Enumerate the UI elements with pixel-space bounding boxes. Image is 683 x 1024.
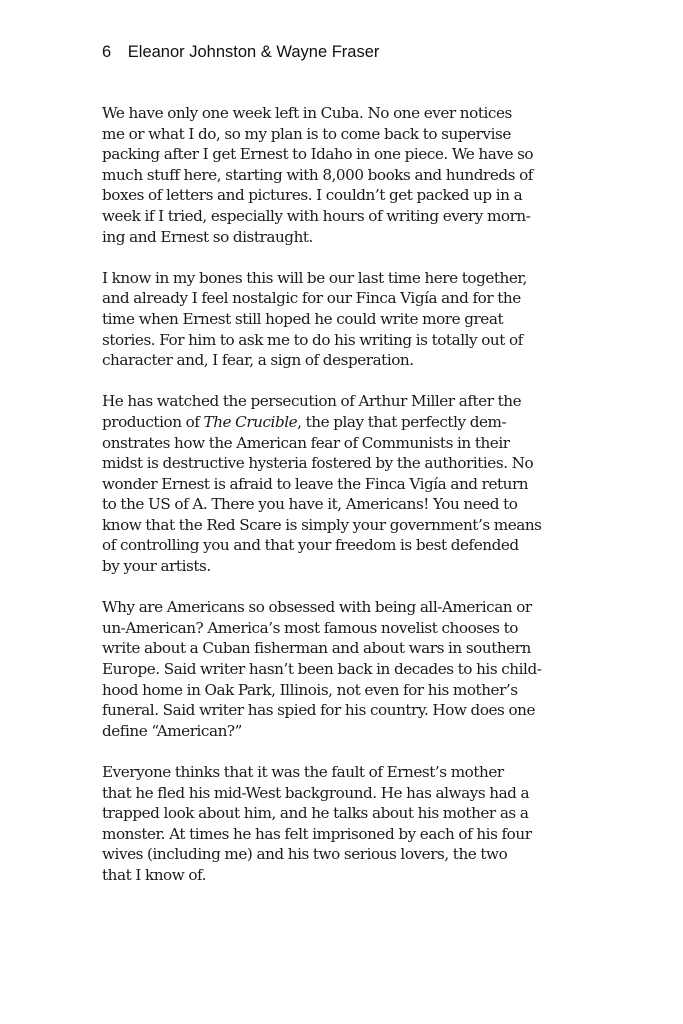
text-line: onstrates how the American fear of Communists in their — [102, 433, 510, 452]
body-text — [102, 103, 587, 906]
paragraph-2 — [102, 268, 587, 371]
text-line: Everyone thinks that it was the fault of Ernest’s mother — [102, 763, 504, 781]
text-line: of controlling you and that your freedom is best defended — [102, 536, 519, 555]
text-line: I know in my bones this will be our last time here together, — [102, 268, 527, 287]
text-line: by your artists. — [102, 557, 211, 576]
text-line: boxes of letters and pictures. I couldn’t get packed up in a — [102, 186, 523, 205]
text-line: write about a Cuban fisherman and about wars in southern — [102, 639, 531, 658]
text-line: He has watched the persecution of Arthur Miller after the — [102, 392, 522, 411]
text-line: me or what I do, so my plan is to come back to supervise — [102, 124, 511, 143]
text-line: that I know of. — [102, 865, 207, 884]
text-line: that he fled his mid-West background. He has always had a — [102, 783, 530, 802]
text-line: to the US of A. There you have it, Americans! You need to — [102, 495, 518, 514]
text-line: hood home in Oak Park, Illinois, not even for his mother’s — [102, 680, 518, 699]
paragraph-1 — [102, 103, 587, 247]
paragraph-4 — [102, 597, 587, 741]
text-line: know that the Red Scare is simply your government’s means — [102, 515, 542, 534]
text-line: monster. At times he has felt imprisoned by each of his four — [102, 824, 532, 843]
paragraph-3 — [102, 391, 587, 576]
text-line: define “American?” — [102, 721, 242, 740]
text-line: stories. For him to ask me to do his writing is totally out of — [102, 330, 523, 349]
running-head — [102, 42, 379, 62]
text-line: and already I feel nostalgic for our Finca Vigía and for the — [102, 289, 521, 308]
text-fragment: , the play that perfectly dem- — [297, 412, 507, 431]
text-line: wives (including me) and his two serious lovers, the two — [102, 845, 508, 864]
running-head-authors: Eleanor Johnston & Wayne Fraser — [127, 43, 380, 61]
text-line: trapped look about him, and he talks about his mother as a — [102, 804, 529, 823]
text-line: time when Ernest still hoped he could write more great — [102, 309, 504, 328]
text-line: Europe. Said writer hasn’t been back in decades to his child- — [102, 660, 542, 679]
text-line: Why are Americans so obsessed with being all-American or — [102, 598, 532, 617]
text-line: packing after I get Ernest to Idaho in one piece. We have so — [102, 145, 534, 164]
text-line: character and, I fear, a sign of desperation. — [102, 351, 414, 370]
text-line: We have only one week left in Cuba. No one ever notices — [102, 104, 512, 122]
text-line: funeral. Said writer has spied for his country. How does one — [102, 701, 536, 720]
paragraph-5 — [102, 762, 587, 886]
text-line: much stuff here, starting with 8,000 books and hundreds of — [102, 165, 533, 184]
text-line: un-American? America’s most famous novelist chooses to — [102, 618, 518, 637]
text-fragment: production of — [102, 412, 204, 431]
text-line: week if I tried, especially with hours of writing every morn- — [102, 206, 531, 225]
text-line: wonder Ernest is afraid to leave the Finca Vigía and return — [102, 474, 529, 493]
text-line: ing and Ernest so distraught. — [102, 227, 313, 246]
text-line — [102, 412, 587, 433]
text-line: midst is destructive hysteria fostered by the authorities. No — [102, 454, 534, 473]
page-number: 6 — [102, 43, 112, 61]
play-title: The Crucible — [203, 412, 298, 431]
